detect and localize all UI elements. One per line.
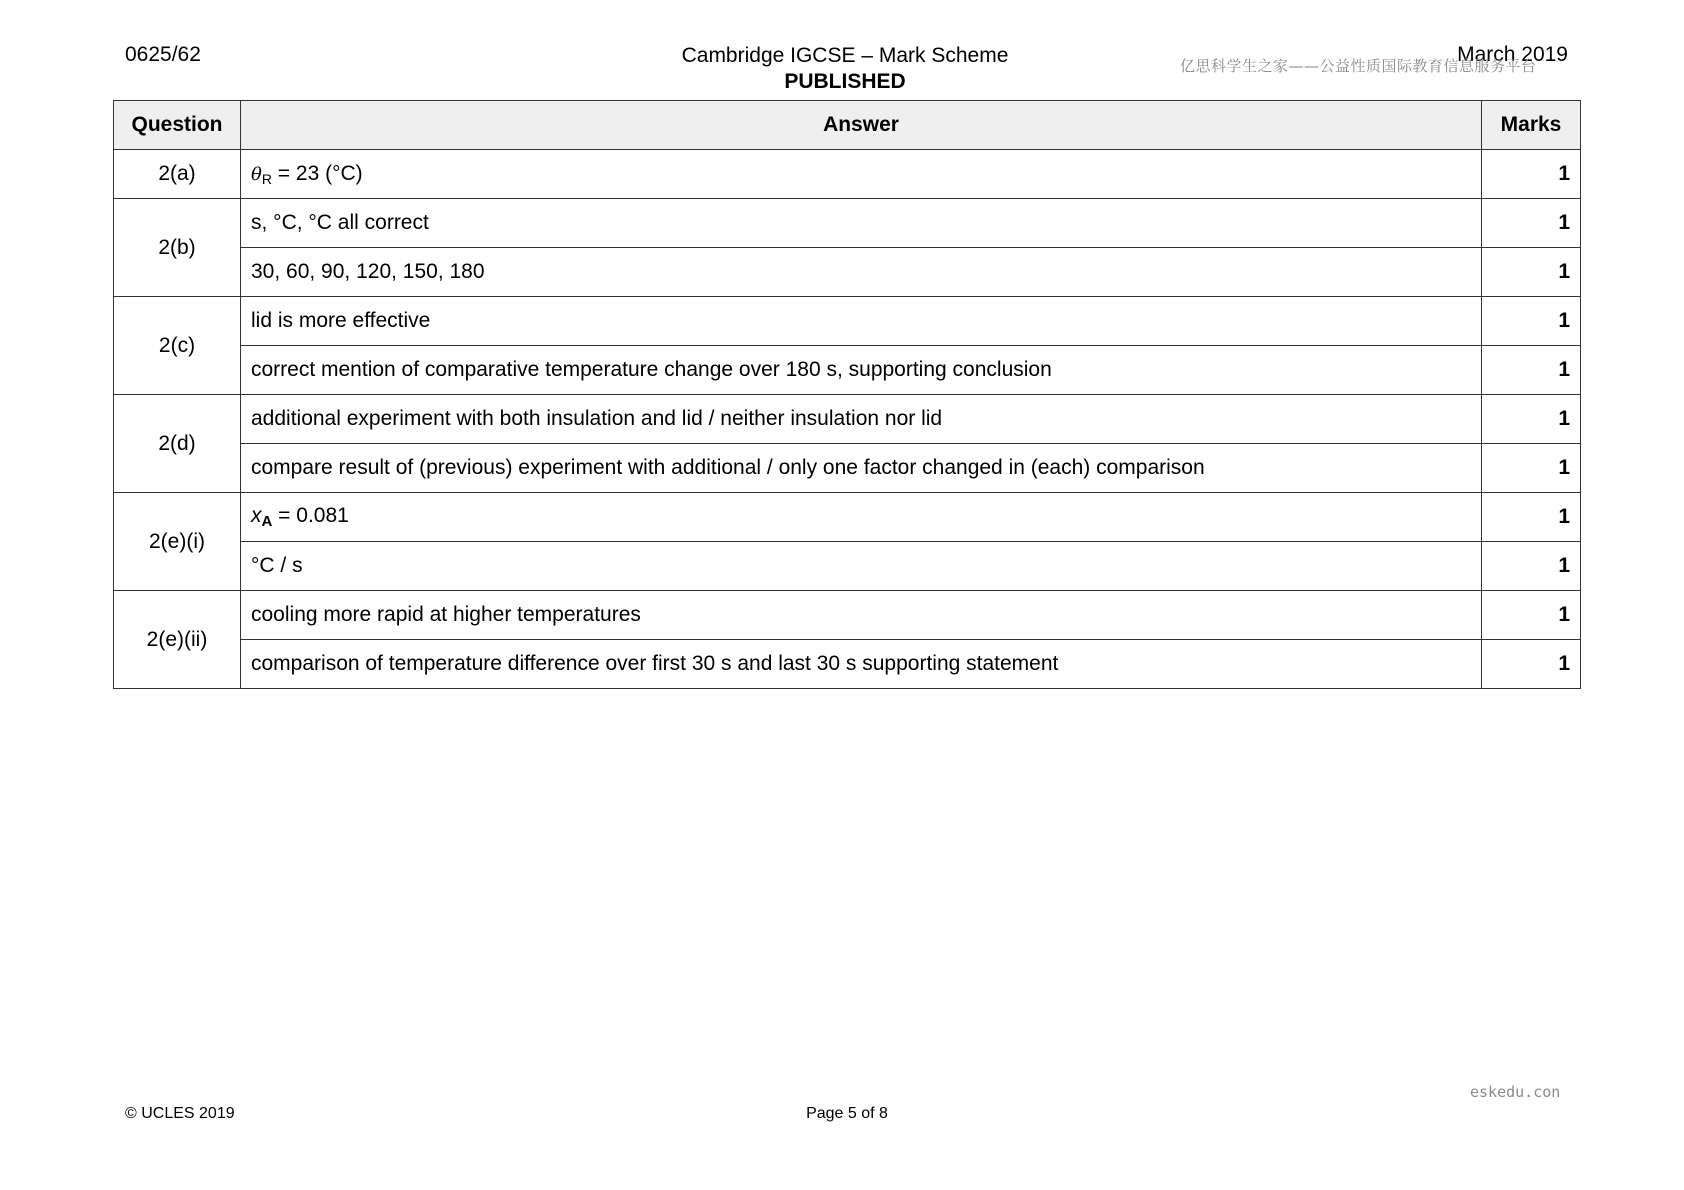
marks-cell: 1 xyxy=(1482,444,1581,493)
marks-cell: 1 xyxy=(1482,395,1581,444)
x-subscript: A xyxy=(261,513,273,530)
table-row xyxy=(114,346,1581,395)
marks-cell: 1 xyxy=(1482,150,1581,199)
column-header-question: Question xyxy=(114,101,241,150)
answer-cell: additional experiment with both insulation and lid / neither insulation nor lid xyxy=(241,395,1482,444)
question-number: 2(b) xyxy=(114,199,241,297)
exam-date: March 2019 xyxy=(1457,43,1568,66)
watermark-site: eskedu.con xyxy=(1470,1083,1561,1101)
question-number: 2(a) xyxy=(114,150,241,199)
table-row xyxy=(114,542,1581,591)
answer-cell: comparison of temperature difference over first 30 s and last 30 s supporting statement xyxy=(241,640,1482,689)
x-symbol: x xyxy=(251,504,262,527)
marks-cell: 1 xyxy=(1482,248,1581,297)
table-row xyxy=(114,493,1581,542)
answer-cell: lid is more effective xyxy=(241,297,1482,346)
answer-cell: s, °C, °C all correct xyxy=(241,199,1482,248)
table-row xyxy=(114,395,1581,444)
page-number: Page 5 of 8 xyxy=(806,1105,888,1122)
table-row xyxy=(114,150,1581,199)
marks-cell: 1 xyxy=(1482,297,1581,346)
answer-cell: cooling more rapid at higher temperatures xyxy=(241,591,1482,640)
published-label: PUBLISHED xyxy=(784,70,906,93)
table-row xyxy=(114,199,1581,248)
marks-cell: 1 xyxy=(1482,346,1581,395)
answer-cell xyxy=(241,493,1482,542)
marks-cell: 1 xyxy=(1482,542,1581,591)
answer-cell xyxy=(241,150,1482,199)
table-row xyxy=(114,591,1581,640)
answer-text: = 23 (°C) xyxy=(271,161,363,185)
paper-code: 0625/62 xyxy=(125,43,201,66)
question-number: 2(e)(i) xyxy=(114,493,241,591)
copyright-notice: © UCLES 2019 xyxy=(125,1105,235,1122)
answer-cell: °C / s xyxy=(241,542,1482,591)
table-row xyxy=(114,444,1581,493)
theta-symbol: θ xyxy=(251,163,262,185)
marks-cell: 1 xyxy=(1482,640,1581,689)
theta-subscript: R xyxy=(261,170,272,187)
document-title: Cambridge IGCSE – Mark Scheme xyxy=(681,44,1009,67)
question-number: 2(d) xyxy=(114,395,241,493)
table-row xyxy=(114,248,1581,297)
table-row xyxy=(114,640,1581,689)
watermark-text: 亿思科学生之家——公益性质国际教育信息服务平台 xyxy=(1180,57,1537,75)
marks-cell: 1 xyxy=(1482,493,1581,542)
answer-cell: 30, 60, 90, 120, 150, 180 xyxy=(241,248,1482,297)
column-header-answer: Answer xyxy=(241,101,1482,150)
mark-scheme-table xyxy=(113,100,1581,689)
answer-cell: correct mention of comparative temperature change over 180 s, supporting conclusion xyxy=(241,346,1482,395)
marks-cell: 1 xyxy=(1482,591,1581,640)
marks-cell: 1 xyxy=(1482,199,1581,248)
answer-cell: compare result of (previous) experiment with additional / only one factor changed in (each) comparison xyxy=(241,444,1482,493)
answer-text: = 0.081 xyxy=(272,504,349,527)
table-row xyxy=(114,297,1581,346)
question-number: 2(c) xyxy=(114,297,241,395)
column-header-marks: Marks xyxy=(1482,101,1581,150)
table-header-row xyxy=(114,101,1581,150)
question-number: 2(e)(ii) xyxy=(114,591,241,689)
